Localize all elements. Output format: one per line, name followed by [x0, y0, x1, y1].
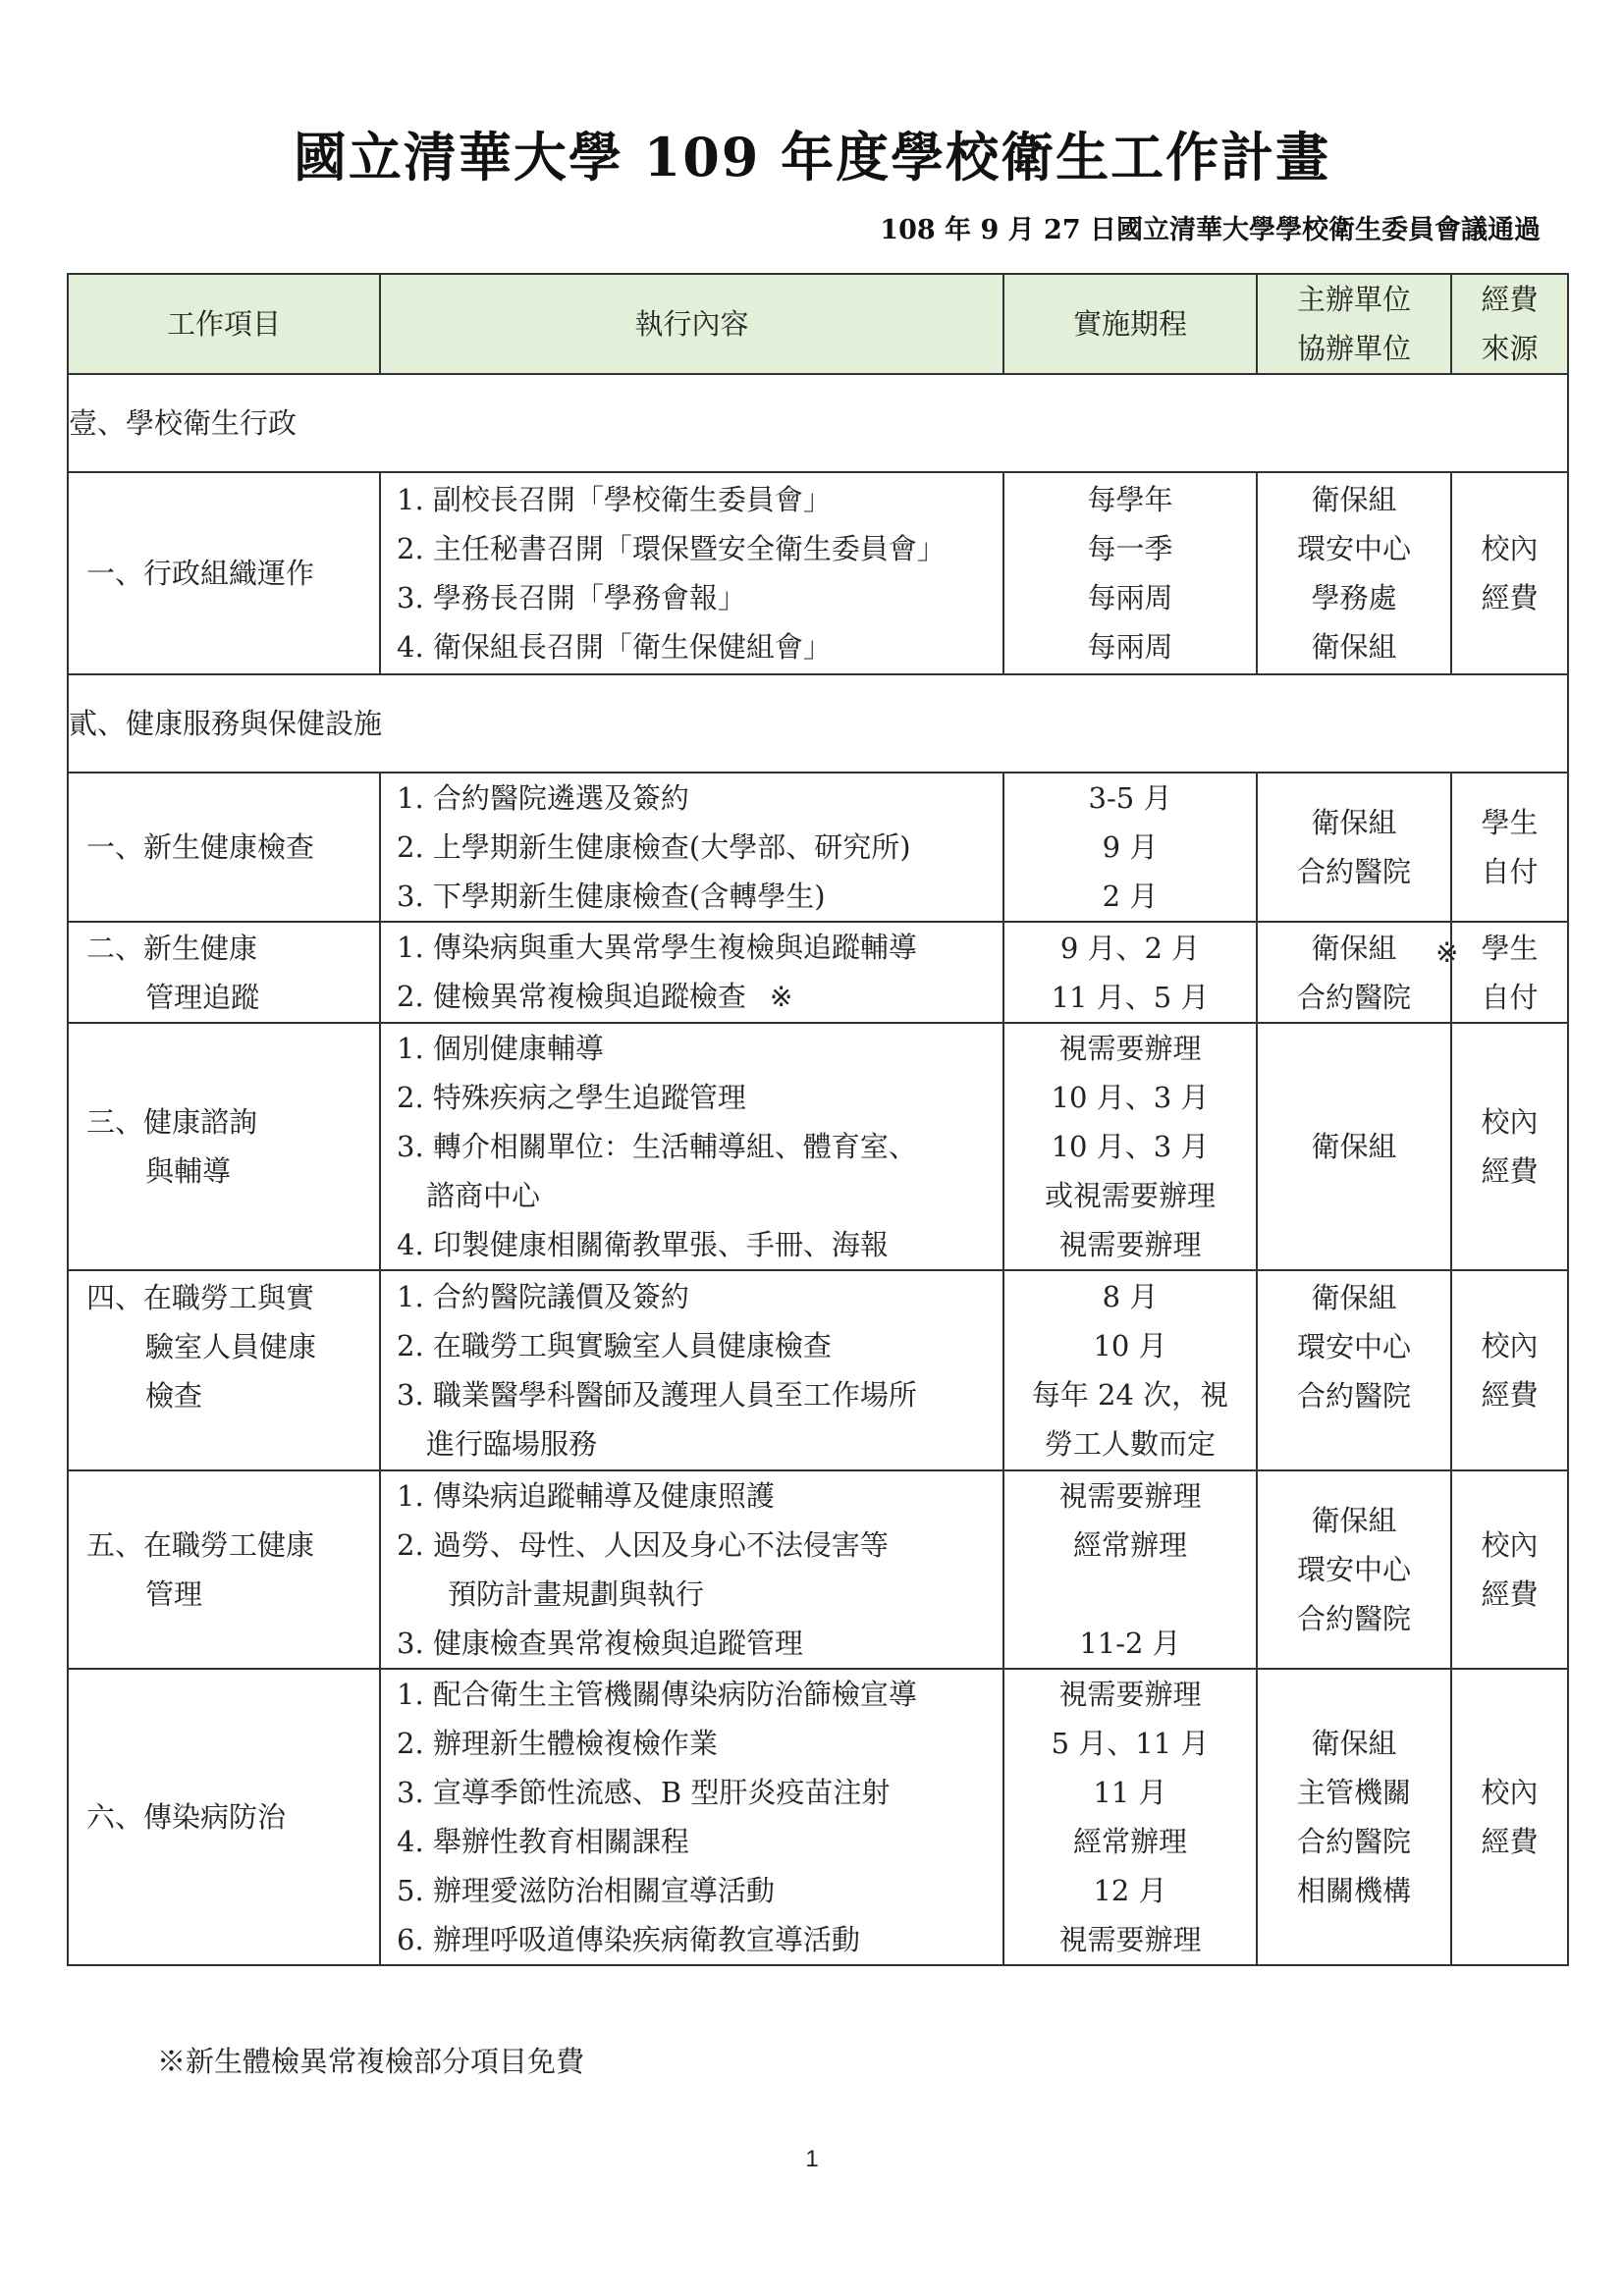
section-title: 貳、健康服務與保健設施	[68, 674, 1568, 773]
section-row	[68, 674, 1568, 773]
schedule-cell: 每學年 每一季 每兩周 每兩周	[1003, 472, 1257, 674]
work-item: 一、新生健康檢查	[68, 773, 380, 922]
table-row	[68, 472, 1568, 674]
fund-cell: 校內 經費	[1451, 1470, 1568, 1669]
units-cell: 衛保組 環安中心 學務處 衛保組	[1257, 472, 1451, 674]
document-title: 國立清華大學 109 年度學校衛生工作計畫	[293, 126, 1331, 188]
work-item: 五、在職勞工健康 管理	[68, 1470, 380, 1669]
plan-table	[67, 273, 1569, 1966]
table-row	[68, 1023, 1568, 1270]
header-schedule: 實施期程	[1003, 274, 1257, 374]
units-cell: 衛保組 主管機關 合約醫院 相關機構	[1257, 1669, 1451, 1965]
table-row	[68, 922, 1568, 1023]
units-cell: 衛保組	[1257, 1023, 1451, 1270]
content-cell: 1. 合約醫院議價及簽約 2. 在職勞工與實驗室人員健康檢查 3. 職業醫學科醫師及護理人員至工作場所 進行臨場服務	[380, 1270, 1003, 1470]
units-cell: 衛保組 合約醫院	[1257, 922, 1451, 1023]
fund-cell: 校內 經費	[1451, 1023, 1568, 1270]
schedule-cell: 3-5 月 9 月 2 月	[1003, 773, 1257, 922]
section-title: 壹、學校衛生行政	[68, 374, 1568, 472]
work-item: 一、行政組織運作	[68, 472, 380, 674]
approval-note: 108 年 9 月 27 日國立清華大學學校衛生委員會議通過	[880, 215, 1541, 245]
reference-mark: ※	[1435, 936, 1459, 969]
units-cell: 衛保組 合約醫院	[1257, 773, 1451, 922]
header-content: 執行內容	[380, 274, 1003, 374]
reference-mark: ※	[769, 981, 793, 1013]
work-item: 三、健康諮詢 與輔導	[68, 1023, 380, 1270]
content-cell: 1. 副校長召開「學校衛生委員會」 2. 主任秘書召開「環保暨安全衛生委員會」 3. 學務長召開「學務會報」 4. 衛保組長召開「衛生保健組會」	[380, 472, 1003, 674]
page-number: 1	[805, 2146, 819, 2172]
content-cell: 1. 傳染病與重大異常學生複檢與追蹤輔導 2. 健檢異常複檢與追蹤檢查 ※	[380, 922, 1003, 1023]
units-cell: 衛保組 環安中心 合約醫院	[1257, 1470, 1451, 1669]
header-fund: 經費 來源	[1451, 274, 1568, 374]
section-row	[68, 374, 1568, 472]
table-row	[68, 1669, 1568, 1965]
fund-cell: 校內 經費	[1451, 1669, 1568, 1965]
header-item: 工作項目	[68, 274, 380, 374]
fund-cell: 校內 經費	[1451, 472, 1568, 674]
fund-cell: 學生 自付	[1451, 773, 1568, 922]
table-row	[68, 1270, 1568, 1470]
schedule-cell: 視需要辦理 經常辦理 11-2 月	[1003, 1470, 1257, 1669]
schedule-cell: 9 月、2 月 11 月、5 月	[1003, 922, 1257, 1023]
content-cell: 1. 合約醫院遴選及簽約 2. 上學期新生健康檢查(大學部、研究所) 3. 下學期新生健康檢查(含轉學生)	[380, 773, 1003, 922]
table-header-row	[68, 274, 1568, 374]
header-units: 主辦單位 協辦單位	[1257, 274, 1451, 374]
fund-cell: 學生 自付	[1451, 922, 1568, 1023]
work-item: 六、傳染病防治	[68, 1669, 380, 1965]
units-cell: 衛保組 環安中心 合約醫院	[1257, 1270, 1451, 1470]
content-cell: 1. 傳染病追蹤輔導及健康照護 2. 過勞、母性、人因及身心不法侵害等 預防計畫規劃與執行 3. 健康檢查異常複檢與追蹤管理	[380, 1470, 1003, 1669]
fund-cell: 校內 經費	[1451, 1270, 1568, 1470]
schedule-cell: 8 月 10 月 每年 24 次，視 勞工人數而定	[1003, 1270, 1257, 1470]
table-row	[68, 1470, 1568, 1669]
content-cell: 1. 配合衛生主管機關傳染病防治篩檢宣導 2. 辦理新生體檢複檢作業 3. 宣導季節性流感、B 型肝炎疫苗注射 4. 舉辦性教育相關課程 5. 辦理愛滋防治相關宣導活動 6. 辦理呼吸道傳染疾病衛教宣導活動	[380, 1669, 1003, 1965]
work-item: 四、在職勞工與實 驗室人員健康 檢查	[68, 1270, 380, 1470]
schedule-cell: 視需要辦理 5 月、11 月 11 月 經常辦理 12 月 視需要辦理	[1003, 1669, 1257, 1965]
table-row	[68, 773, 1568, 922]
footnote: ※新生體檢異常複檢部分項目免費	[157, 2045, 585, 2078]
schedule-cell: 視需要辦理 10 月、3 月 10 月、3 月 或視需要辦理 視需要辦理	[1003, 1023, 1257, 1270]
work-item: 二、新生健康 管理追蹤	[68, 922, 380, 1023]
content-cell: 1. 個別健康輔導 2. 特殊疾病之學生追蹤管理 3. 轉介相關單位：生活輔導組、體育室、 諮商中心 4. 印製健康相關衛教單張、手冊、海報	[380, 1023, 1003, 1270]
